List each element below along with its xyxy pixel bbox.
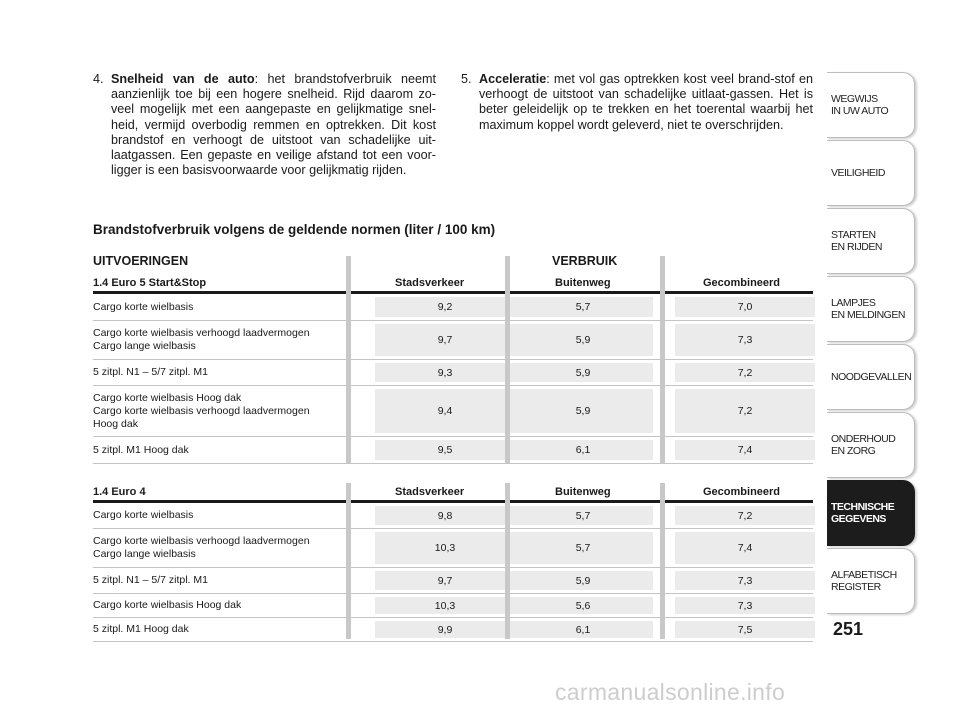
row-label bbox=[93, 321, 343, 359]
row-label-line: Cargo korte wielbasis bbox=[93, 509, 194, 521]
row-label-line: Cargo korte wielbasis verhoogd laadvermogen bbox=[93, 327, 310, 339]
tab-starten[interactable] bbox=[827, 208, 915, 274]
value-cell: 5,7 bbox=[513, 532, 653, 564]
paragraph-number: 5. bbox=[461, 72, 472, 86]
table-row bbox=[93, 386, 813, 437]
value-cell: 5,9 bbox=[513, 324, 653, 356]
tab-register[interactable] bbox=[827, 548, 915, 614]
row-label bbox=[93, 360, 343, 385]
column-separator bbox=[346, 483, 351, 639]
value-cell: 5,7 bbox=[513, 297, 653, 317]
engine-label: 1.4 Euro 4 bbox=[93, 486, 146, 498]
row-label-line: Cargo korte wielbasis Hoog dak bbox=[93, 599, 242, 611]
row-label-line: 5 zitpl. M1 Hoog dak bbox=[93, 443, 189, 456]
tab-label-line: EN MELDINGEN bbox=[831, 309, 905, 321]
value-cell: 7,3 bbox=[675, 597, 815, 614]
col-city: Stadsverkeer bbox=[395, 486, 465, 498]
value-cell: 9,8 bbox=[375, 506, 515, 525]
row-label-line: Cargo korte wielbasis Hoog dak bbox=[93, 391, 242, 404]
row-label-line: 5 zitpl. N1 – 5/7 zitpl. M1 bbox=[93, 574, 208, 586]
value-cell: 9,7 bbox=[375, 324, 515, 356]
paragraph-text: : het brandstofverbruik neemt aanzienlijk toe bij een hogere snelheid. Rijd daarom zo-veel mogelijk met een aangepaste en gelijkmatige snel-heid, vermijd overbodig remmen en optrekken. Dit kost brandstof en verhoogt de uitstoot van schadelijke uit-laatgassen. Een gepaste en veilige afstand tot een voor-ligger is een basisvoorwaarde voor gelijkmatig rijden. bbox=[111, 72, 436, 178]
value-cell: 7,4 bbox=[675, 532, 815, 564]
paragraph-heading: Snelheid van de auto bbox=[111, 72, 255, 86]
table-row bbox=[93, 503, 813, 529]
value-cell: 7,3 bbox=[675, 324, 815, 356]
col-highway: Buitenweg bbox=[555, 486, 611, 498]
tab-wegwijs[interactable] bbox=[827, 72, 915, 138]
tab-label-line: EN RIJDEN bbox=[831, 241, 882, 253]
paragraph-text: : met vol gas optrekken kost veel brand-stof en verhoogt de uitstoot van schadelijke uitlaat-gassen. Het is beter geleidelijk op te trekken en het toerental waarbij het maximum koppel wordt geleverd, niet te overschrijden. bbox=[479, 72, 813, 132]
tab-label-line: GEGEVENS bbox=[831, 513, 886, 525]
value-cell: 9,5 bbox=[375, 440, 515, 460]
value-cell: 9,3 bbox=[375, 363, 515, 382]
tab-label-line: LAMPJES bbox=[831, 297, 876, 309]
tab-onderhoud[interactable] bbox=[827, 412, 915, 478]
paragraph-heading: Acceleratie bbox=[479, 72, 547, 86]
row-label bbox=[93, 294, 343, 320]
tab-label-line: TECHNISCHE bbox=[831, 501, 895, 513]
table-header bbox=[93, 483, 813, 503]
row-label-line: Cargo korte wielbasis verhoogd laadvermogen bbox=[93, 404, 310, 417]
consumption-heading: VERBRUIK bbox=[552, 254, 618, 268]
row-label bbox=[93, 594, 343, 617]
col-city: Stadsverkeer bbox=[395, 277, 465, 289]
value-cell: 7,0 bbox=[675, 297, 815, 317]
table-row bbox=[93, 321, 813, 360]
column-separator bbox=[346, 256, 351, 463]
value-cell: 9,7 bbox=[375, 571, 515, 590]
page-number: 251 bbox=[833, 619, 864, 639]
tab-lampjes[interactable] bbox=[827, 276, 915, 342]
versions-heading: UITVOERINGEN bbox=[93, 254, 189, 268]
row-label-line: 5 zitpl. N1 – 5/7 zitpl. M1 bbox=[93, 366, 208, 378]
row-label-line: Cargo korte wielbasis verhoogd laadvermogen bbox=[93, 535, 310, 547]
tab-label-line: WEGWIJS bbox=[831, 93, 878, 105]
value-cell: 5,9 bbox=[513, 389, 653, 433]
engine-label: 1.4 Euro 5 Start&Stop bbox=[93, 277, 207, 289]
row-label-line: Cargo lange wielbasis bbox=[93, 340, 196, 352]
tab-veiligheid[interactable] bbox=[827, 140, 915, 206]
paragraph-number: 4. bbox=[93, 72, 104, 86]
column-separator bbox=[660, 256, 665, 463]
col-highway: Buitenweg bbox=[555, 277, 611, 289]
value-cell: 6,1 bbox=[513, 621, 653, 638]
tab-label-line: IN UW AUTO bbox=[831, 105, 889, 117]
value-cell: 9,9 bbox=[375, 621, 515, 638]
value-cell: 10,3 bbox=[375, 532, 515, 564]
row-label bbox=[93, 437, 343, 463]
tab-label-line: EN ZORG bbox=[831, 445, 876, 457]
value-cell: 5,7 bbox=[513, 506, 653, 525]
table-row bbox=[93, 437, 813, 464]
row-label-line: Cargo lange wielbasis bbox=[93, 548, 196, 560]
tab-technische-gegevens[interactable] bbox=[827, 480, 915, 546]
table-row bbox=[93, 529, 813, 568]
column-separator bbox=[505, 483, 510, 639]
row-label bbox=[93, 568, 343, 593]
tab-label-line: ONDERHOUD bbox=[831, 433, 896, 445]
value-cell: 7,5 bbox=[675, 621, 815, 638]
tab-label-line: VEILIGHEID bbox=[831, 167, 885, 179]
tab-noodgevallen[interactable] bbox=[827, 344, 915, 410]
row-label-line: Hoog dak bbox=[93, 417, 138, 430]
paragraph-acceleration bbox=[461, 72, 813, 133]
value-cell: 10,3 bbox=[375, 597, 515, 614]
row-label-line: 5 zitpl. M1 Hoog dak bbox=[93, 623, 189, 635]
tab-label-line: NOODGEVALLEN bbox=[831, 371, 912, 383]
value-cell: 5,6 bbox=[513, 597, 653, 614]
value-cell: 7,2 bbox=[675, 506, 815, 525]
tab-label-line: STARTEN bbox=[831, 229, 876, 241]
table-row bbox=[93, 568, 813, 594]
value-cell: 7,3 bbox=[675, 571, 815, 590]
value-cell: 9,2 bbox=[375, 297, 515, 317]
row-label-line: Cargo korte wielbasis bbox=[93, 300, 194, 313]
column-separator bbox=[660, 483, 665, 639]
row-label bbox=[93, 618, 343, 641]
table-row bbox=[93, 618, 813, 642]
table-row bbox=[93, 360, 813, 386]
value-cell: 7,4 bbox=[675, 440, 815, 460]
value-cell: 7,2 bbox=[675, 389, 815, 433]
consumption-table-euro5 bbox=[93, 274, 813, 464]
row-label bbox=[93, 529, 343, 567]
table-row bbox=[93, 594, 813, 618]
tab-label-line: ALFABETISCH bbox=[831, 569, 897, 581]
value-cell: 5,9 bbox=[513, 571, 653, 590]
tab-label-line: REGISTER bbox=[831, 581, 881, 593]
value-cell: 9,4 bbox=[375, 389, 515, 433]
column-separator bbox=[505, 256, 510, 463]
watermark: carmanualsonline.info bbox=[555, 679, 786, 705]
table-title: Brandstofverbruik volgens de geldende normen (liter / 100 km) bbox=[93, 222, 496, 237]
consumption-table-euro4 bbox=[93, 483, 813, 642]
paragraph-speed bbox=[93, 72, 436, 178]
col-combined: Gecombineerd bbox=[703, 486, 781, 498]
table-row bbox=[93, 294, 813, 321]
value-cell: 7,2 bbox=[675, 363, 815, 382]
value-cell: 5,9 bbox=[513, 363, 653, 382]
row-label bbox=[93, 386, 343, 436]
row-label bbox=[93, 503, 343, 528]
value-cell: 6,1 bbox=[513, 440, 653, 460]
table-header bbox=[93, 274, 813, 294]
col-combined: Gecombineerd bbox=[703, 277, 781, 289]
